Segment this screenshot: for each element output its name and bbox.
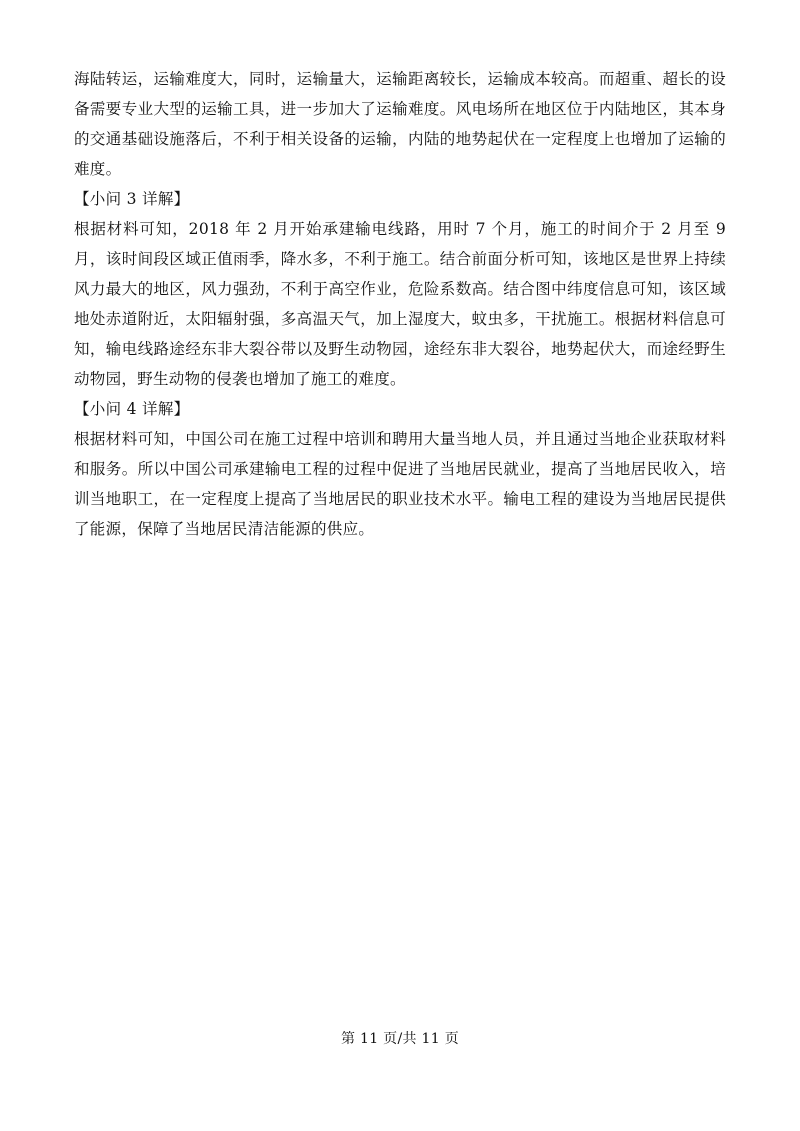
heading-question-3: 【小问 3 详解】 bbox=[74, 190, 190, 208]
heading-question-4: 【小问 4 详解】 bbox=[74, 400, 190, 418]
page-footer: 第 11 页/共 11 页 bbox=[340, 1031, 460, 1047]
paragraph-question-3-answer: 根据材料可知，2018 年 2 月开始承建输电线路，用时 7 个月，施工的时间介于 2 月至 9 月，该时间段区域正值雨季，降水多，不利于施工。结合前面分析可知，该地区是世界上持续风力最大的地区，风力强劲，不利于高空作业，危险系数高。结合图中纬度信息可知，该区域地处赤道附近，太阳辐射强，多高温天气，加上湿度大，蚊虫多，干扰施工。根据材料信息可知，输电线路途经东非大裂谷带以及野生动物园，途经东非大裂谷，地势起伏大，而途经野生动物园，野生动物的侵袭也增加了施工的难度。 bbox=[74, 220, 726, 388]
paragraph-question-4-answer: 根据材料可知，中国公司在施工过程中培训和聘用大量当地人员，并且通过当地企业获取材料和服务。所以中国公司承建输电工程的过程中促进了当地居民就业，提高了当地居民收入，培训当地职工，在一定程度上提高了当地居民的职业技术水平。输电工程的建设为当地居民提供了能源，保障了当地居民清洁能源的供应。 bbox=[74, 430, 726, 538]
document-body bbox=[74, 64, 726, 544]
paragraph-transport-difficulty: 海陆转运，运输难度大，同时，运输量大，运输距离较长，运输成本较高。而超重、超长的设备需要专业大型的运输工具，进一步加大了运输难度。风电场所在地区位于内陆地区，其本身的交通基础设施落后，不利于相关设备的运输，内陆的地势起伏在一定程度上也增加了运输的难度。 bbox=[74, 70, 726, 178]
